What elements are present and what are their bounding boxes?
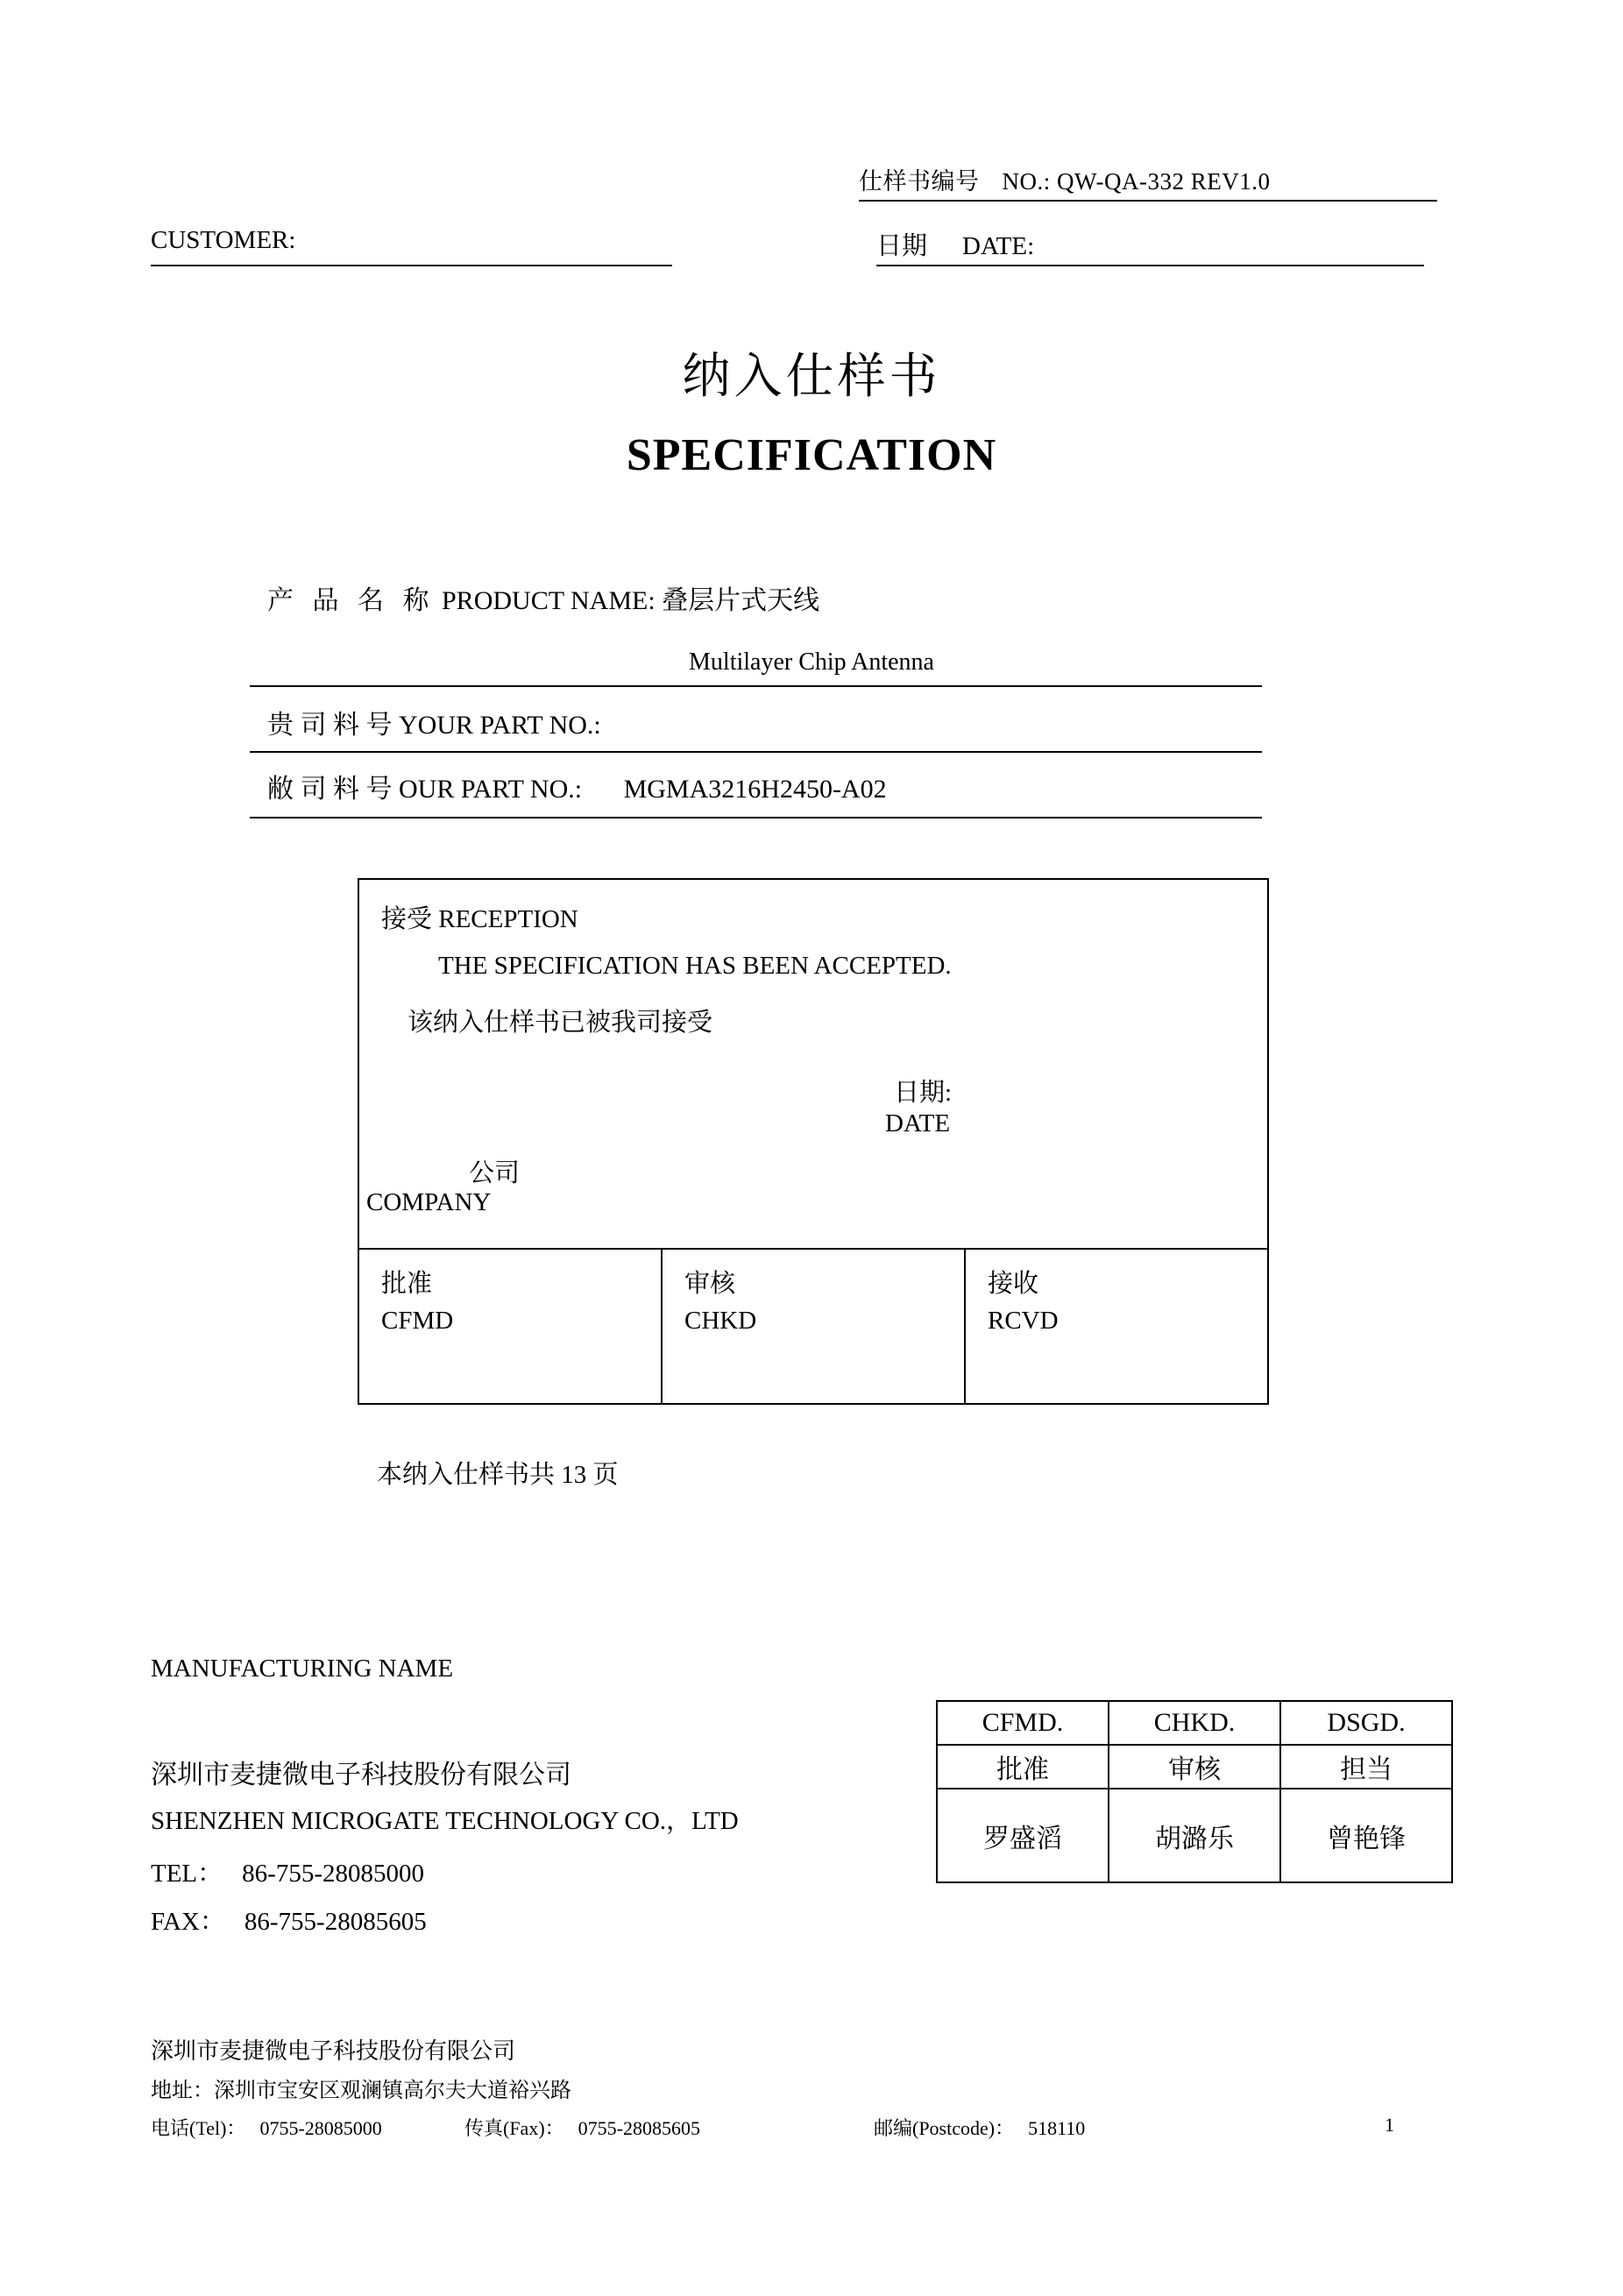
manufacturer-fax-value: 86-755-28085605 <box>244 1908 427 1936</box>
manufacturer-fax-label: FAX <box>151 1908 200 1936</box>
date-label <box>876 226 1034 262</box>
footer-fax-value: 0755-28085605 <box>578 2117 700 2139</box>
manufacturer-tel-label: TEL <box>151 1860 198 1888</box>
table-row-headers-cn <box>937 1745 1452 1789</box>
approval-header-chkd-en: CHKD. <box>1109 1701 1280 1745</box>
approval-name-cfmd: 罗盛滔 <box>937 1789 1109 1882</box>
approval-header-dsgd-en: DSGD. <box>1280 1701 1452 1745</box>
footer-tel <box>151 2114 382 2141</box>
divider-1 <box>250 685 1262 687</box>
footer-page-number: 1 <box>1385 2114 1394 2136</box>
manufacturer-fax-row: FAX： 86-755-28085605 <box>151 1908 427 1936</box>
footer-tel-value: 0755-28085000 <box>259 2117 382 2139</box>
manufacturer-company-cn: 深圳市麦捷微电子科技股份有限公司 <box>151 1761 571 1789</box>
footer-address: 地址：深圳市宝安区观澜镇高尔夫大道裕兴路 <box>151 2080 571 2102</box>
footer-company: 深圳市麦捷微电子科技股份有限公司 <box>151 2038 516 2064</box>
reception-rcvd-label-cn: 接收 <box>988 1270 1039 1298</box>
approval-name-chkd: 胡潞乐 <box>1109 1789 1280 1882</box>
reception-cell-chkd[interactable] <box>663 1250 966 1403</box>
approval-table <box>936 1700 1453 1883</box>
your-part-row <box>267 703 601 741</box>
reception-cfmd-label-cn: 批准 <box>381 1270 433 1298</box>
manufacturing-name-heading: MANUFACTURING NAME <box>151 1655 454 1683</box>
page-title-en: SPECIFICATION <box>626 430 997 480</box>
date-label-en: DATE: <box>962 232 1035 260</box>
reception-date-label-cn: 日期: <box>894 1079 953 1107</box>
table-row-headers-en <box>937 1701 1452 1745</box>
page-footer <box>151 2033 1474 2139</box>
reception-cell-rcvd[interactable] <box>966 1250 1267 1403</box>
our-part-value: MGMA3216H2450-A02 <box>623 775 887 804</box>
approval-header-dsgd-cn: 担当 <box>1280 1745 1452 1789</box>
product-name-label-en: PRODUCT NAME: <box>442 586 656 615</box>
reception-signature-row <box>359 1248 1267 1403</box>
divider-3 <box>250 817 1262 818</box>
product-name-row <box>267 578 819 617</box>
reception-cell-cfmd[interactable] <box>359 1250 663 1403</box>
manufacturer-tel-value: 86-755-28085000 <box>242 1860 424 1888</box>
reception-cfmd-label-en: CFMD <box>381 1307 454 1336</box>
our-part-row <box>267 767 887 805</box>
date-field-underline[interactable] <box>876 265 1424 266</box>
footer-postcode-label: 邮编(Postcode)： <box>874 2117 1015 2139</box>
approval-header-cfmd-cn: 批准 <box>937 1745 1109 1789</box>
footer-tel-label: 电话(Tel)： <box>151 2117 246 2139</box>
your-part-label-en: YOUR PART NO.: <box>399 711 601 740</box>
product-name-value-cn: 叠层片式天线 <box>662 586 820 615</box>
reception-accepted-en: THE SPECIFICATION HAS BEEN ACCEPTED. <box>438 952 952 980</box>
manufacturer-company-en: SHENZHEN MICROGATE TECHNOLOGY CO.，LTD <box>151 1807 739 1835</box>
your-part-label-cn: 贵 司 料 号 <box>267 711 393 740</box>
footer-fax-label: 传真(Fax)： <box>464 2117 564 2139</box>
approval-header-cfmd-en: CFMD. <box>937 1701 1109 1745</box>
footer-postcode <box>874 2114 1085 2141</box>
spec-number-row <box>859 162 1437 196</box>
page-title-cn: 纳入仕样书 <box>682 350 941 403</box>
date-label-cn: 日期 <box>876 232 928 260</box>
customer-label: CUSTOMER: <box>151 226 296 254</box>
reception-company-label-cn: 公司 <box>469 1159 521 1187</box>
reception-chkd-label-cn: 审核 <box>684 1270 736 1298</box>
divider-2 <box>250 751 1262 753</box>
reception-date-label-en: DATE <box>885 1109 951 1137</box>
total-pages-note: 本纳入仕样书共 13 页 <box>377 1461 619 1489</box>
our-part-label-cn: 敝 司 料 号 <box>267 775 393 804</box>
product-name-value-en: Multilayer Chip Antenna <box>689 648 934 676</box>
spec-number-value: NO.: QW-QA-332 REV1.0 <box>1002 168 1271 195</box>
reception-heading: 接受 RECEPTION <box>381 905 578 933</box>
reception-accepted-cn: 该纳入仕样书已被我司接受 <box>408 1009 713 1037</box>
footer-postcode-value: 518110 <box>1028 2117 1086 2139</box>
reception-box <box>358 878 1269 1405</box>
product-name-label-cn: 产 品 名 称 <box>267 586 436 615</box>
customer-field-underline[interactable] <box>151 265 672 266</box>
reception-top-section <box>359 880 1267 1248</box>
footer-fax <box>464 2114 700 2141</box>
reception-chkd-label-en: CHKD <box>684 1307 757 1336</box>
approval-name-dsgd: 曾艳锋 <box>1280 1789 1452 1882</box>
spec-number-label: 仕样书编号 <box>859 168 980 195</box>
reception-rcvd-label-en: RCVD <box>988 1307 1059 1336</box>
manufacturer-tel-row: TEL： 86-755-28085000 <box>151 1860 424 1888</box>
reception-company-label-en: COMPANY <box>366 1188 492 1216</box>
table-row-names <box>937 1789 1452 1882</box>
approval-header-chkd-cn: 审核 <box>1109 1745 1280 1789</box>
spec-number-underline <box>859 200 1437 202</box>
our-part-label-en: OUR PART NO.: <box>399 775 583 804</box>
